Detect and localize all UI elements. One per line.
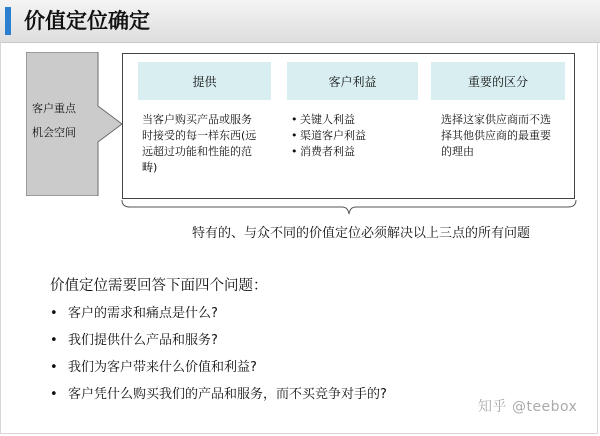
offering-description bbox=[142, 112, 272, 176]
question-item: • 我们提供什么产品和服务? bbox=[50, 327, 387, 354]
arrow-label-line2: 机会空间 bbox=[32, 126, 76, 139]
questions-heading: 价值定位需要回答下面四个问题： bbox=[50, 278, 268, 294]
conclusion-text: 特有的、与众不同的价值定位必须解决以上三点的所有问题 bbox=[192, 226, 531, 241]
differentiation-line: 的理由 bbox=[441, 145, 474, 158]
offering-line: 远超过功能和性能的范 bbox=[142, 145, 252, 158]
curly-brace bbox=[120, 198, 580, 220]
questions-list bbox=[50, 300, 387, 408]
opportunity-arrow bbox=[26, 52, 124, 196]
offering-line: 当客户购买产品或服务 bbox=[142, 113, 252, 126]
differentiation-description bbox=[441, 112, 571, 160]
offering-line: 时接受的每一样东西(远 bbox=[142, 129, 257, 142]
page-title: 价值定位确定 bbox=[24, 9, 150, 33]
offering-line: 畴) bbox=[142, 161, 158, 174]
title-accent-bar bbox=[5, 7, 11, 35]
arrow-label-line1: 客户重点 bbox=[32, 102, 76, 115]
differentiation-line: 选择这家供应商而不选 bbox=[441, 113, 551, 126]
column-header-offering: 提供 bbox=[138, 62, 271, 100]
benefit-item: • 渠道客户利益 bbox=[291, 128, 421, 144]
title-bar bbox=[0, 0, 600, 43]
question-item: • 客户凭什么购买我们的产品和服务，而不买竞争对手的? bbox=[50, 381, 387, 408]
column-header-differentiation: 重要的区分 bbox=[431, 62, 565, 100]
benefit-item: • 消费者利益 bbox=[291, 144, 421, 160]
benefit-item: • 关键人利益 bbox=[291, 112, 421, 128]
column-header-customer-benefit: 客户利益 bbox=[287, 62, 418, 100]
differentiation-line: 择其他供应商的最重要 bbox=[441, 129, 551, 142]
watermark: 知乎 @teebox bbox=[478, 399, 578, 415]
question-item: • 客户的需求和痛点是什么? bbox=[50, 300, 387, 327]
question-item: • 我们为客户带来什么价值和利益? bbox=[50, 354, 387, 381]
customer-benefit-list bbox=[291, 112, 421, 160]
